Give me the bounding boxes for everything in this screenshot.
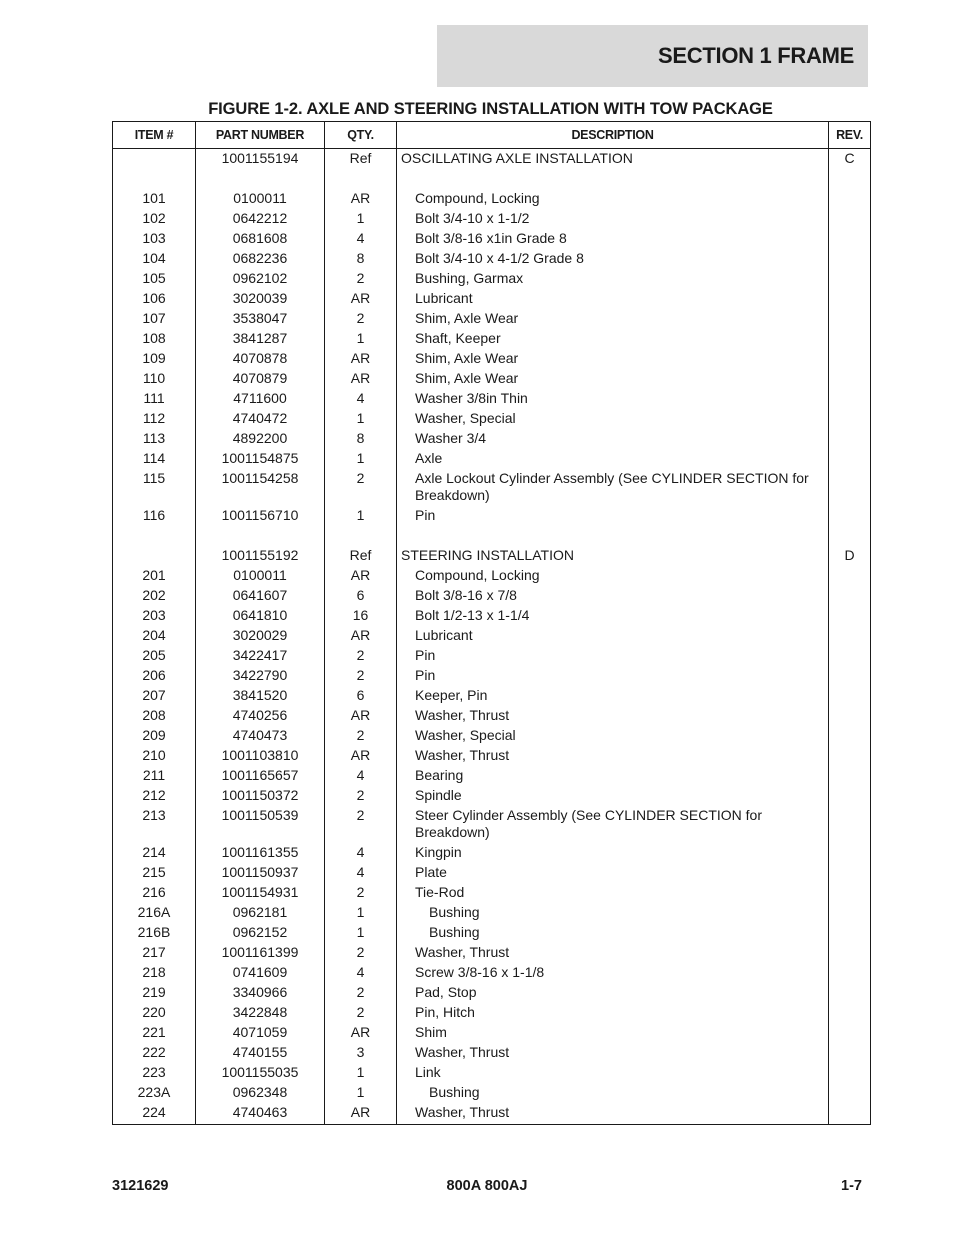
description-cell: Keeper, Pin (397, 686, 829, 706)
footer-page-number: 1-7 (841, 1178, 862, 1194)
table-row (113, 249, 871, 269)
table-row (113, 883, 871, 903)
table-row (113, 369, 871, 389)
part-number-cell: 3841287 (196, 329, 325, 349)
item-number-cell: 223 (113, 1063, 196, 1083)
table-row (113, 806, 871, 843)
part-number-cell: 0741609 (196, 963, 325, 983)
revision-cell (829, 766, 871, 786)
revision-cell (829, 349, 871, 369)
table-row (113, 666, 871, 686)
revision-cell (829, 169, 871, 189)
revision-cell (829, 449, 871, 469)
revision-cell (829, 189, 871, 209)
table-row (113, 1063, 871, 1083)
table-row (113, 189, 871, 209)
quantity-cell: 4 (325, 389, 397, 409)
item-number-cell: 210 (113, 746, 196, 766)
quantity-cell: 2 (325, 309, 397, 329)
part-number-cell: 3422848 (196, 1003, 325, 1023)
part-number-cell (196, 526, 325, 546)
table-row (113, 349, 871, 369)
revision-cell (829, 329, 871, 349)
item-number-cell: 220 (113, 1003, 196, 1023)
part-number-cell: 0962348 (196, 1083, 325, 1103)
quantity-cell: 2 (325, 883, 397, 903)
part-number-cell: 1001103810 (196, 746, 325, 766)
quantity-cell: 1 (325, 903, 397, 923)
item-number-cell: 219 (113, 983, 196, 1003)
item-number-cell: 111 (113, 389, 196, 409)
description-cell: Washer, Thrust (397, 1103, 829, 1125)
item-number-cell: 107 (113, 309, 196, 329)
header-description: DESCRIPTION (397, 122, 829, 149)
description-cell: Bushing, Garmax (397, 269, 829, 289)
quantity-cell: 4 (325, 843, 397, 863)
table-row (113, 566, 871, 586)
item-number-cell: 217 (113, 943, 196, 963)
item-number-cell (113, 546, 196, 566)
quantity-cell: 6 (325, 686, 397, 706)
item-number-cell: 112 (113, 409, 196, 429)
part-number-cell: 4070879 (196, 369, 325, 389)
table-row (113, 706, 871, 726)
description-cell: Screw 3/8-16 x 1-1/8 (397, 963, 829, 983)
header-part-number: PART NUMBER (196, 122, 325, 149)
description-cell: Bushing (397, 903, 829, 923)
part-number-cell (196, 169, 325, 189)
item-number-cell: 202 (113, 586, 196, 606)
item-number-cell: 114 (113, 449, 196, 469)
quantity-cell: 1 (325, 209, 397, 229)
revision-cell (829, 389, 871, 409)
quantity-cell: AR (325, 1103, 397, 1125)
item-number-cell: 116 (113, 506, 196, 526)
item-number-cell: 207 (113, 686, 196, 706)
quantity-cell: AR (325, 746, 397, 766)
part-number-cell: 1001165657 (196, 766, 325, 786)
quantity-cell: 4 (325, 766, 397, 786)
quantity-cell: 3 (325, 1043, 397, 1063)
quantity-cell: 2 (325, 806, 397, 843)
item-number-cell: 101 (113, 189, 196, 209)
quantity-cell: 2 (325, 983, 397, 1003)
table-row (113, 1023, 871, 1043)
table-row (113, 546, 871, 566)
revision-cell (829, 863, 871, 883)
table-row-spacer (113, 169, 871, 189)
revision-cell (829, 249, 871, 269)
part-number-cell: 4711600 (196, 389, 325, 409)
quantity-cell: 2 (325, 1003, 397, 1023)
table-row (113, 1003, 871, 1023)
table-row (113, 289, 871, 309)
description-cell: Axle Lockout Cylinder Assembly (See CYLINDER SECTION for Breakdown) (397, 469, 829, 506)
item-number-cell: 213 (113, 806, 196, 843)
part-number-cell: 3538047 (196, 309, 325, 329)
description-cell: Lubricant (397, 289, 829, 309)
item-number-cell: 223A (113, 1083, 196, 1103)
item-number-cell: 104 (113, 249, 196, 269)
revision-cell (829, 843, 871, 863)
table-row (113, 626, 871, 646)
part-number-cell: 1001161355 (196, 843, 325, 863)
quantity-cell: AR (325, 626, 397, 646)
revision-cell (829, 686, 871, 706)
item-number-cell (113, 526, 196, 546)
part-number-cell: 3422790 (196, 666, 325, 686)
revision-cell (829, 706, 871, 726)
revision-cell (829, 626, 871, 646)
description-cell: Lubricant (397, 626, 829, 646)
quantity-cell: 4 (325, 229, 397, 249)
table-row (113, 149, 871, 170)
revision-cell (829, 983, 871, 1003)
revision-cell (829, 289, 871, 309)
item-number-cell: 109 (113, 349, 196, 369)
revision-cell (829, 923, 871, 943)
description-cell: Washer, Thrust (397, 706, 829, 726)
table-row (113, 786, 871, 806)
revision-cell (829, 1003, 871, 1023)
description-cell: Bolt 3/8-16 x1in Grade 8 (397, 229, 829, 249)
part-number-cell: 1001150937 (196, 863, 325, 883)
part-number-cell: 4740155 (196, 1043, 325, 1063)
revision-cell (829, 746, 871, 766)
description-cell: Washer 3/4 (397, 429, 829, 449)
table-row (113, 923, 871, 943)
part-number-cell: 0100011 (196, 566, 325, 586)
item-number-cell: 221 (113, 1023, 196, 1043)
table-row (113, 903, 871, 923)
part-number-cell: 0681608 (196, 229, 325, 249)
item-number-cell: 216B (113, 923, 196, 943)
table-header-row (113, 122, 871, 149)
quantity-cell: 1 (325, 409, 397, 429)
table-row (113, 963, 871, 983)
table-body (113, 149, 871, 1125)
revision-cell (829, 469, 871, 506)
table-row (113, 1083, 871, 1103)
quantity-cell: AR (325, 566, 397, 586)
part-number-cell: 0642212 (196, 209, 325, 229)
table-row (113, 269, 871, 289)
description-cell: Plate (397, 863, 829, 883)
description-cell: Pad, Stop (397, 983, 829, 1003)
parts-table (112, 121, 871, 1125)
description-cell: Kingpin (397, 843, 829, 863)
item-number-cell: 106 (113, 289, 196, 309)
table-row (113, 429, 871, 449)
description-cell: OSCILLATING AXLE INSTALLATION (397, 149, 829, 170)
description-cell: Shim, Axle Wear (397, 309, 829, 329)
table-row (113, 469, 871, 506)
part-number-cell: 1001156710 (196, 506, 325, 526)
description-cell: Bolt 3/4-10 x 1-1/2 (397, 209, 829, 229)
table-row (113, 309, 871, 329)
quantity-cell (325, 169, 397, 189)
item-number-cell: 211 (113, 766, 196, 786)
table-row-spacer (113, 526, 871, 546)
description-cell: Tie-Rod (397, 883, 829, 903)
revision-cell (829, 806, 871, 843)
quantity-cell: 8 (325, 249, 397, 269)
quantity-cell: 4 (325, 863, 397, 883)
description-cell: Bushing (397, 1083, 829, 1103)
part-number-cell: 3020029 (196, 626, 325, 646)
table-row (113, 843, 871, 863)
table-row (113, 746, 871, 766)
item-number-cell: 110 (113, 369, 196, 389)
table-row (113, 606, 871, 626)
item-number-cell: 103 (113, 229, 196, 249)
description-cell: Washer, Thrust (397, 746, 829, 766)
quantity-cell: 2 (325, 269, 397, 289)
description-cell: Link (397, 1063, 829, 1083)
revision-cell (829, 1063, 871, 1083)
part-number-cell: 1001154875 (196, 449, 325, 469)
item-number-cell: 224 (113, 1103, 196, 1125)
revision-cell (829, 309, 871, 329)
quantity-cell: 2 (325, 469, 397, 506)
table-row (113, 943, 871, 963)
revision-cell (829, 1083, 871, 1103)
description-cell: Compound, Locking (397, 189, 829, 209)
quantity-cell: 2 (325, 786, 397, 806)
header-rev: REV. (829, 122, 871, 149)
item-number-cell: 203 (113, 606, 196, 626)
quantity-cell: 1 (325, 1063, 397, 1083)
part-number-cell: 1001150372 (196, 786, 325, 806)
part-number-cell: 3841520 (196, 686, 325, 706)
part-number-cell: 0641607 (196, 586, 325, 606)
description-cell: Spindle (397, 786, 829, 806)
revision-cell (829, 606, 871, 626)
quantity-cell: AR (325, 349, 397, 369)
description-cell: Pin, Hitch (397, 1003, 829, 1023)
description-cell: Shim, Axle Wear (397, 349, 829, 369)
item-number-cell: 222 (113, 1043, 196, 1063)
revision-cell (829, 229, 871, 249)
part-number-cell: 1001161399 (196, 943, 325, 963)
item-number-cell: 215 (113, 863, 196, 883)
part-number-cell: 4740473 (196, 726, 325, 746)
item-number-cell: 214 (113, 843, 196, 863)
item-number-cell: 108 (113, 329, 196, 349)
table-row (113, 686, 871, 706)
quantity-cell: AR (325, 1023, 397, 1043)
revision-cell: C (829, 149, 871, 170)
revision-cell (829, 786, 871, 806)
quantity-cell: AR (325, 706, 397, 726)
table-row (113, 209, 871, 229)
quantity-cell: 8 (325, 429, 397, 449)
quantity-cell: 2 (325, 726, 397, 746)
item-number-cell: 208 (113, 706, 196, 726)
part-number-cell: 1001154931 (196, 883, 325, 903)
revision-cell (829, 429, 871, 449)
section-title: SECTION 1 FRAME (658, 43, 854, 68)
revision-cell (829, 943, 871, 963)
quantity-cell: AR (325, 289, 397, 309)
table-row (113, 409, 871, 429)
item-number-cell: 105 (113, 269, 196, 289)
table-row (113, 506, 871, 526)
item-number-cell: 216 (113, 883, 196, 903)
table-row (113, 389, 871, 409)
revision-cell (829, 1023, 871, 1043)
item-number-cell (113, 169, 196, 189)
item-number-cell: 206 (113, 666, 196, 686)
quantity-cell: 1 (325, 506, 397, 526)
revision-cell (829, 903, 871, 923)
description-cell: Bolt 3/8-16 x 7/8 (397, 586, 829, 606)
figure-title: FIGURE 1-2. AXLE AND STEERING INSTALLATION WITH TOW PACKAGE (208, 100, 773, 118)
footer-model: 800A 800AJ (446, 1178, 528, 1194)
quantity-cell: 6 (325, 586, 397, 606)
quantity-cell: 2 (325, 943, 397, 963)
description-cell: Washer, Thrust (397, 1043, 829, 1063)
description-cell: Pin (397, 506, 829, 526)
description-cell: Bushing (397, 923, 829, 943)
table-row (113, 983, 871, 1003)
table-row (113, 449, 871, 469)
quantity-cell: AR (325, 369, 397, 389)
quantity-cell: 4 (325, 963, 397, 983)
revision-cell: D (829, 546, 871, 566)
part-number-cell: 3422417 (196, 646, 325, 666)
revision-cell (829, 526, 871, 546)
item-number-cell: 204 (113, 626, 196, 646)
description-cell: Washer, Special (397, 409, 829, 429)
part-number-cell: 0682236 (196, 249, 325, 269)
quantity-cell: 1 (325, 449, 397, 469)
revision-cell (829, 726, 871, 746)
description-cell: Bearing (397, 766, 829, 786)
table-row (113, 863, 871, 883)
part-number-cell: 1001155194 (196, 149, 325, 170)
revision-cell (829, 963, 871, 983)
quantity-cell: 1 (325, 329, 397, 349)
revision-cell (829, 369, 871, 389)
item-number-cell: 115 (113, 469, 196, 506)
quantity-cell: 2 (325, 646, 397, 666)
table-row (113, 229, 871, 249)
table-row (113, 329, 871, 349)
revision-cell (829, 566, 871, 586)
part-number-cell: 1001150539 (196, 806, 325, 843)
revision-cell (829, 883, 871, 903)
part-number-cell: 4892200 (196, 429, 325, 449)
quantity-cell: AR (325, 189, 397, 209)
table-row (113, 766, 871, 786)
description-cell (397, 169, 829, 189)
quantity-cell: 1 (325, 923, 397, 943)
description-cell: Compound, Locking (397, 566, 829, 586)
description-cell: Washer, Thrust (397, 943, 829, 963)
revision-cell (829, 269, 871, 289)
item-number-cell: 218 (113, 963, 196, 983)
revision-cell (829, 506, 871, 526)
part-number-cell: 4071059 (196, 1023, 325, 1043)
quantity-cell: 1 (325, 1083, 397, 1103)
part-number-cell: 1001154258 (196, 469, 325, 506)
revision-cell (829, 409, 871, 429)
part-number-cell: 4740463 (196, 1103, 325, 1125)
header-item: ITEM # (113, 122, 196, 149)
table-row (113, 646, 871, 666)
description-cell: Bolt 1/2-13 x 1-1/4 (397, 606, 829, 626)
description-cell: Washer, Special (397, 726, 829, 746)
part-number-cell: 4740256 (196, 706, 325, 726)
revision-cell (829, 646, 871, 666)
description-cell: Bolt 3/4-10 x 4-1/2 Grade 8 (397, 249, 829, 269)
part-number-cell: 1001155035 (196, 1063, 325, 1083)
part-number-cell: 4740472 (196, 409, 325, 429)
item-number-cell: 216A (113, 903, 196, 923)
part-number-cell: 0962102 (196, 269, 325, 289)
quantity-cell: 16 (325, 606, 397, 626)
part-number-cell: 3340966 (196, 983, 325, 1003)
item-number-cell: 205 (113, 646, 196, 666)
table-row (113, 1103, 871, 1125)
header-qty: QTY. (325, 122, 397, 149)
description-cell: STEERING INSTALLATION (397, 546, 829, 566)
item-number-cell: 201 (113, 566, 196, 586)
part-number-cell: 0641810 (196, 606, 325, 626)
table-row (113, 586, 871, 606)
item-number-cell: 102 (113, 209, 196, 229)
part-number-cell: 3020039 (196, 289, 325, 309)
footer-manual-number: 3121629 (112, 1178, 169, 1194)
revision-cell (829, 1103, 871, 1125)
description-cell: Pin (397, 666, 829, 686)
item-number-cell: 209 (113, 726, 196, 746)
item-number-cell (113, 149, 196, 170)
revision-cell (829, 666, 871, 686)
description-cell (397, 526, 829, 546)
table-row (113, 726, 871, 746)
item-number-cell: 212 (113, 786, 196, 806)
quantity-cell: Ref (325, 546, 397, 566)
description-cell: Steer Cylinder Assembly (See CYLINDER SECTION for Breakdown) (397, 806, 829, 843)
quantity-cell: Ref (325, 149, 397, 170)
description-cell: Axle (397, 449, 829, 469)
quantity-cell (325, 526, 397, 546)
description-cell: Washer 3/8in Thin (397, 389, 829, 409)
revision-cell (829, 209, 871, 229)
description-cell: Pin (397, 646, 829, 666)
part-number-cell: 0962181 (196, 903, 325, 923)
description-cell: Shim, Axle Wear (397, 369, 829, 389)
part-number-cell: 1001155192 (196, 546, 325, 566)
revision-cell (829, 586, 871, 606)
table-row (113, 1043, 871, 1063)
revision-cell (829, 1043, 871, 1063)
part-number-cell: 0100011 (196, 189, 325, 209)
section-header (437, 25, 868, 87)
quantity-cell: 2 (325, 666, 397, 686)
part-number-cell: 4070878 (196, 349, 325, 369)
description-cell: Shaft, Keeper (397, 329, 829, 349)
description-cell: Shim (397, 1023, 829, 1043)
item-number-cell: 113 (113, 429, 196, 449)
part-number-cell: 0962152 (196, 923, 325, 943)
